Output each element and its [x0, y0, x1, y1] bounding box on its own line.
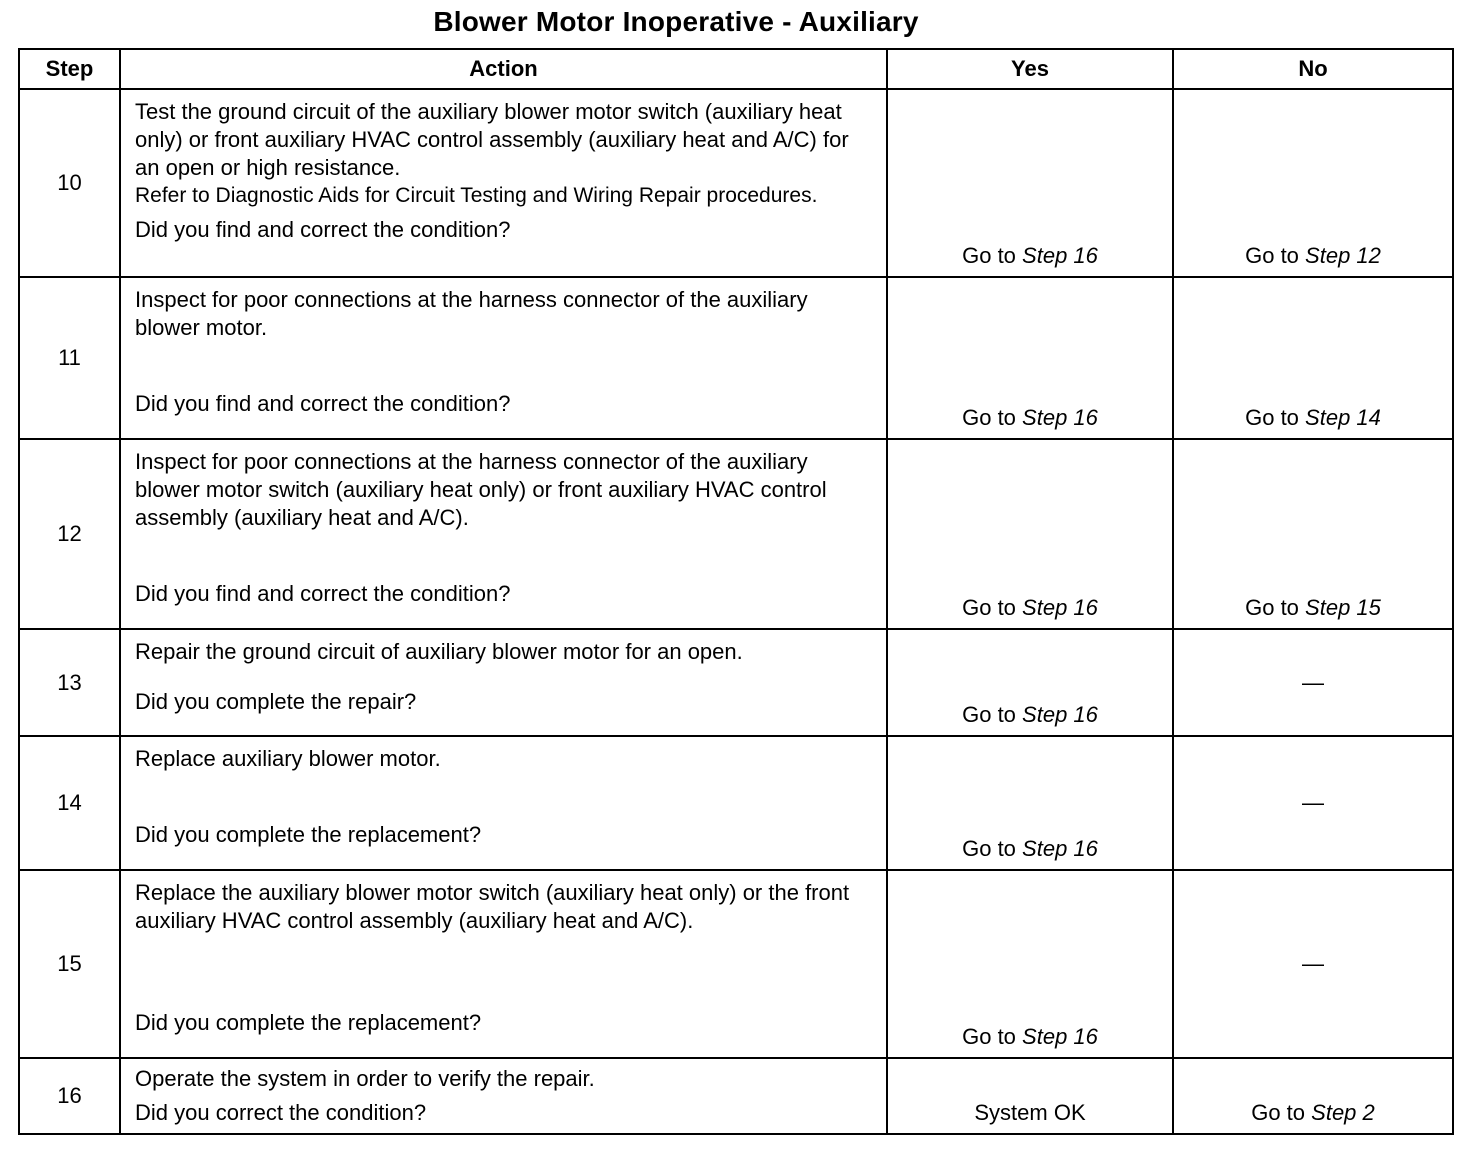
yes-cell [887, 870, 1173, 1058]
table-row [19, 1058, 1453, 1134]
no-cell [1173, 439, 1453, 629]
yes-prefix: Go to [962, 1024, 1016, 1049]
table-row [19, 870, 1453, 1058]
yes-prefix: Go to [962, 836, 1016, 861]
action-text: Repair the ground circuit of auxiliary blower motor for an open. [135, 639, 743, 664]
question-text: Did you find and correct the condition? [135, 217, 511, 242]
question-text: Did you find and correct the condition? [135, 391, 511, 416]
yes-step-link: Step 16 [1022, 1024, 1098, 1049]
table-row [19, 439, 1453, 629]
action-text: Operate the system in order to verify the repair. [135, 1066, 595, 1091]
yes-step-link: Step 16 [1022, 702, 1098, 727]
no-prefix: Go to [1245, 243, 1299, 268]
header-yes: Yes [887, 49, 1173, 89]
no-prefix: Go to [1245, 405, 1299, 430]
table-row [19, 736, 1453, 870]
no-step-link: Step 12 [1305, 243, 1381, 268]
action-text: Replace auxiliary blower motor. [135, 746, 441, 771]
no-step-link: Step 2 [1311, 1100, 1375, 1125]
dash-mark: — [1302, 951, 1324, 976]
action-text: Test the ground circuit of the auxiliary blower motor switch (auxiliary heat only) or front auxiliary HVAC control assembly (auxiliary heat and A/C) for an open or high resistance. [135, 99, 849, 180]
header-step: Step [19, 49, 120, 89]
step-number: 15 [19, 870, 120, 1058]
yes-prefix: Go to [962, 702, 1016, 727]
yes-prefix: Go to [962, 405, 1016, 430]
yes-cell [887, 277, 1173, 439]
step-number: 12 [19, 439, 120, 629]
table-row [19, 89, 1453, 277]
yes-cell [887, 439, 1173, 629]
no-cell [1173, 1058, 1453, 1134]
action-cell [120, 629, 887, 736]
page-title: Blower Motor Inoperative - Auxiliary [433, 6, 919, 37]
question-text: Did you complete the replacement? [135, 822, 482, 847]
no-cell [1173, 89, 1453, 277]
dash-mark: — [1302, 669, 1324, 695]
no-cell [1173, 629, 1453, 736]
yes-prefix: Go to [962, 243, 1016, 268]
action-text: Inspect for poor connections at the harness connector of the auxiliary blower motor switch (auxiliary heat only) or front auxiliary HVAC control assembly (auxiliary heat and A/C). [135, 449, 827, 530]
reference-text: Refer to Diagnostic Aids for Circuit Testing and Wiring Repair procedures. [135, 184, 818, 207]
yes-cell [887, 736, 1173, 870]
yes-step-link: Step 16 [1022, 836, 1098, 861]
question-text: Did you complete the repair? [135, 689, 417, 714]
no-step-link: Step 14 [1305, 405, 1381, 430]
step-number: 11 [19, 277, 120, 439]
action-cell [120, 736, 887, 870]
action-cell [120, 870, 887, 1058]
header-no: No [1173, 49, 1453, 89]
question-text: Did you correct the condition? [135, 1100, 427, 1125]
yes-prefix: Go to [962, 595, 1016, 620]
no-step-link: Step 15 [1305, 595, 1381, 620]
header-row [19, 49, 1453, 89]
action-cell [120, 89, 887, 277]
yes-step-link: Step 16 [1022, 595, 1098, 620]
header-action: Action [120, 49, 887, 89]
yes-cell [887, 1058, 1173, 1134]
no-prefix: Go to [1251, 1100, 1306, 1125]
question-text: Did you find and correct the condition? [135, 581, 511, 606]
yes-text: System OK [974, 1100, 1086, 1125]
action-text: Inspect for poor connections at the harness connector of the auxiliary blower motor. [135, 287, 808, 340]
diagnostic-table [18, 48, 1454, 1135]
step-number: 13 [19, 629, 120, 736]
question-text: Did you complete the replacement? [135, 1010, 482, 1035]
no-cell [1173, 870, 1453, 1058]
yes-cell [887, 89, 1173, 277]
action-cell [120, 439, 887, 629]
yes-step-link: Step 16 [1022, 405, 1098, 430]
yes-step-link: Step 16 [1022, 243, 1098, 268]
no-cell [1173, 736, 1453, 870]
step-number: 14 [19, 736, 120, 870]
action-text: Replace the auxiliary blower motor switch (auxiliary heat only) or the front auxiliary HVAC control assembly (auxiliary heat and A/C). [135, 880, 850, 933]
action-cell [120, 277, 887, 439]
yes-cell [887, 629, 1173, 736]
no-cell [1173, 277, 1453, 439]
table-row [19, 277, 1453, 439]
action-cell [120, 1058, 887, 1134]
step-number: 16 [19, 1058, 120, 1134]
step-number: 10 [19, 89, 120, 277]
table-row [19, 629, 1453, 736]
dash-mark: — [1302, 790, 1324, 815]
no-prefix: Go to [1245, 595, 1299, 620]
